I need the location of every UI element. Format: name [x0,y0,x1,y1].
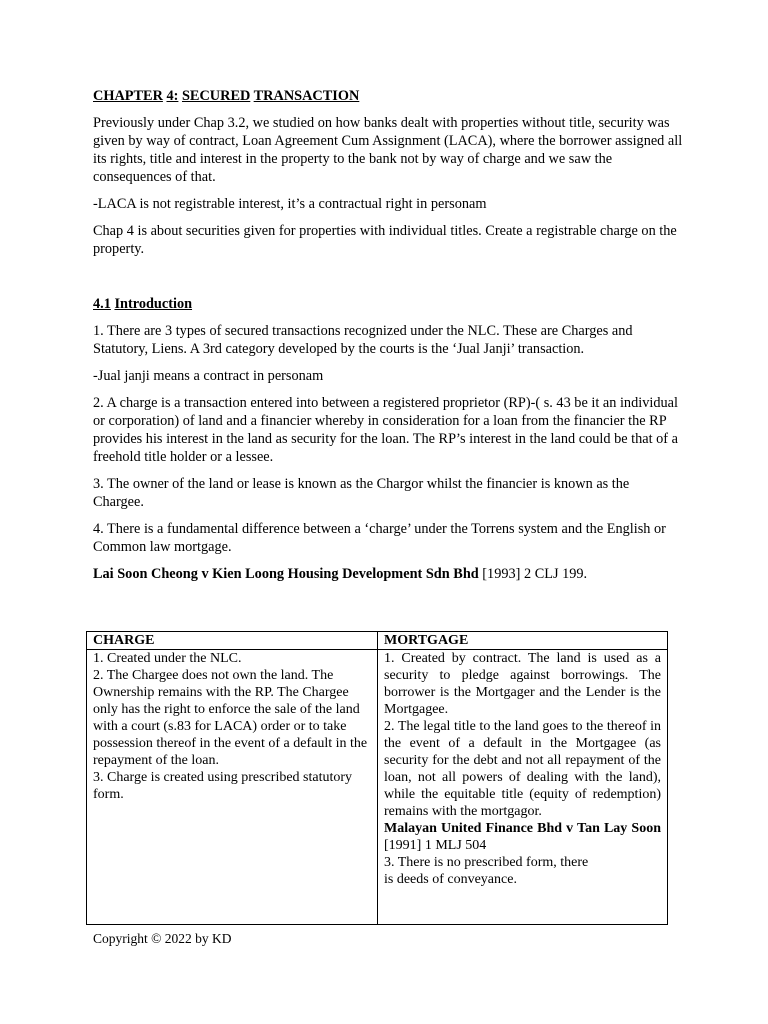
charge-line: 2. The Chargee does not own the land. The Ownership remains with the RP. The Chargee only has the right to enforce the sale of the land with a court (s.83 for LACA) order or to take possession thereof in the event of a default in the repayment of the loan. [93,668,368,768]
section-paragraph: -Jual janji means a contract in personam [93,368,324,384]
mortgage-line: 3. There is no prescribed form, there [384,855,589,870]
section-number: 4.1 [93,296,111,312]
case-citation [93,565,683,583]
section-paragraph: 3. The owner of the land or lease is known as the Chargor whilst the financier is known as the Chargee. [93,476,630,510]
section-heading [93,295,683,313]
case-name: Lai Soon Cheong v Kien Loong Housing Development Sdn Bhd [93,566,479,582]
mortgage-line: 1. Created by contract. The land is used as a security to pledge against borrowings. The borrower is the Mortgager and the Lender is the Mortgagee. [384,651,661,717]
charge-cell [87,650,378,925]
mortgage-case [384,820,661,854]
mortgage-case-name: Malayan United Finance Bhd v Tan Lay Soon [384,821,661,836]
mortgage-line: 2. The legal title to the land goes to the thereof in the event of a default in the Mortgagee (as security for the debt and not all repayment of the loan, not all powers of dealing with the land), while the equitable title (equity of redemption) remains with the mortgagor. [384,719,661,819]
mortgage-case-reference: [1991] 1 MLJ 504 [384,838,487,853]
intro-paragraph: -LACA is not registrable interest, it’s a contractual right in personam [93,196,487,212]
table-header-row [87,632,668,650]
title-number: 4: [166,88,179,104]
section-title: Introduction [114,296,193,312]
table-header-mortgage: MORTGAGE [378,632,668,650]
copyright-footer: Copyright © 2022 by KD [93,931,232,946]
chapter-title [93,87,683,105]
title-transaction: TRANSACTION [253,88,360,104]
intro-paragraph: Chap 4 is about securities given for properties with individual titles. Create a registrable charge on the property. [93,223,677,257]
mortgage-cell [378,650,668,925]
document-page [93,87,683,592]
charge-line: 3. Charge is created using prescribed statutory form. [93,770,353,802]
table-row [87,650,668,925]
title-secured: SECURED [181,88,251,104]
comparison-table [86,631,668,925]
section-paragraph: 1. There are 3 types of secured transactions recognized under the NLC. These are Charges and Statutory, Liens. A 3rd category developed by the courts is the ‘Jual Janji’ transaction. [93,323,633,357]
section-paragraph: 2. A charge is a transaction entered into between a registered proprietor (RP)-( s. 43 be it an individual or corporation) of land and a financier whereby in consideration for a loan from the financier the RP provides his interest in the land as security for the loan. The RP’s interest in the land could be that of a freehold title holder or a lessee. [93,395,678,465]
intro-paragraph: Previously under Chap 3.2, we studied on how banks dealt with properties without title, security was given by way of contract, Loan Agreement Cum Assignment (LACA), where the borrower assigned all its rights, title and interest in the property to the bank not by way of charge and we saw the consequences of that. [93,115,683,185]
case-reference: [1993] 2 CLJ 199. [478,566,588,582]
charge-line: 1. Created under the NLC. [93,651,242,666]
title-chapter: CHAPTER [93,88,163,104]
mortgage-line: is deeds of conveyance. [384,872,517,887]
table-header-charge: CHARGE [87,632,378,650]
section-paragraph: 4. There is a fundamental difference between a ‘charge’ under the Torrens system and the English or Common law mortgage. [93,521,666,555]
